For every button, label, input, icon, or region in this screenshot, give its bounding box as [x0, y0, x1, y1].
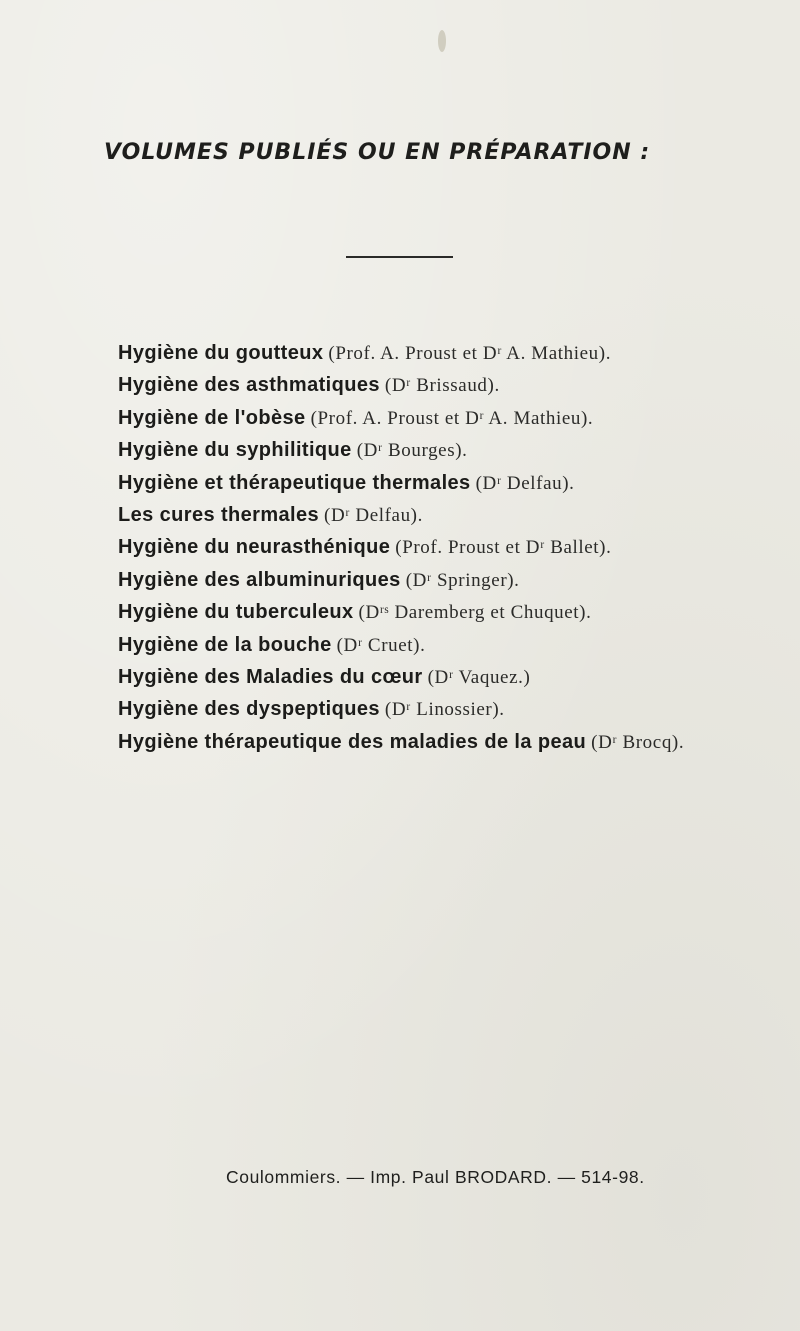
list-item: [118, 726, 798, 758]
volume-title: Hygiène du goutteux: [118, 342, 324, 364]
list-item: [118, 693, 798, 725]
page-heading: VOLUMES PUBLIÉS OU EN PRÉPARATION :: [104, 140, 651, 165]
volume-authors: (Dʳ Springer).: [405, 569, 520, 591]
list-item: [118, 499, 798, 531]
list-item: [118, 467, 798, 499]
ink-smudge: [438, 30, 446, 52]
volume-authors: (Dʳ Delfau).: [475, 472, 575, 494]
list-item: [118, 402, 798, 434]
printer-imprint: Coulommiers. — Imp. Paul BRODARD. — 514-98.: [226, 1167, 645, 1187]
volume-title: Hygiène des Maladies du cœur: [118, 665, 423, 688]
volume-authors: (Dʳ Cruet).: [336, 634, 426, 656]
list-item: [118, 661, 798, 693]
list-item: [118, 531, 798, 563]
volume-title: Hygiène du tuberculeux: [118, 601, 354, 624]
volume-authors: (Dʳ Delfau).: [324, 504, 423, 526]
volume-authors: (Prof. Proust et Dʳ Ballet).: [395, 537, 612, 559]
volume-authors: (Dʳ Brissaud).: [384, 375, 500, 397]
list-item: [118, 564, 798, 596]
volume-list: [118, 337, 798, 758]
volume-title: Hygiène des albuminuriques: [118, 568, 401, 591]
volume-authors: (Dʳˢ Daremberg et Chuquet).: [358, 602, 592, 624]
divider-rule: [346, 256, 453, 258]
volume-title: Hygiène des asthmatiques: [118, 374, 380, 397]
volume-authors: (Dʳ Vaquez.): [427, 666, 531, 688]
volume-title: Hygiène du neurasthénique: [118, 536, 391, 559]
volume-title: Hygiène et thérapeutique thermales: [118, 471, 471, 494]
list-item: [118, 629, 798, 661]
volume-title: Les cures thermales: [118, 503, 320, 526]
volume-title: Hygiène du syphilitique: [118, 439, 352, 462]
volume-authors: (Dʳ Brocq).: [591, 731, 685, 753]
volume-authors: (Dʳ Linossier).: [384, 699, 505, 721]
volume-title: Hygiène de l'obèse: [118, 406, 306, 429]
volume-title: Hygiène de la bouche: [118, 633, 332, 656]
volume-authors: (Prof. A. Proust et Dʳ A. Mathieu).: [328, 343, 612, 364]
list-item: [118, 337, 798, 369]
list-item: [118, 596, 798, 628]
list-item: [118, 369, 798, 401]
list-item: [118, 434, 798, 466]
volume-authors: (Dʳ Bourges).: [356, 440, 468, 462]
volume-title: Hygiène thérapeutique des maladies de la peau: [118, 730, 587, 753]
volume-title: Hygiène des dyspeptiques: [118, 698, 380, 721]
volume-authors: (Prof. A. Proust et Dʳ A. Mathieu).: [310, 407, 594, 429]
